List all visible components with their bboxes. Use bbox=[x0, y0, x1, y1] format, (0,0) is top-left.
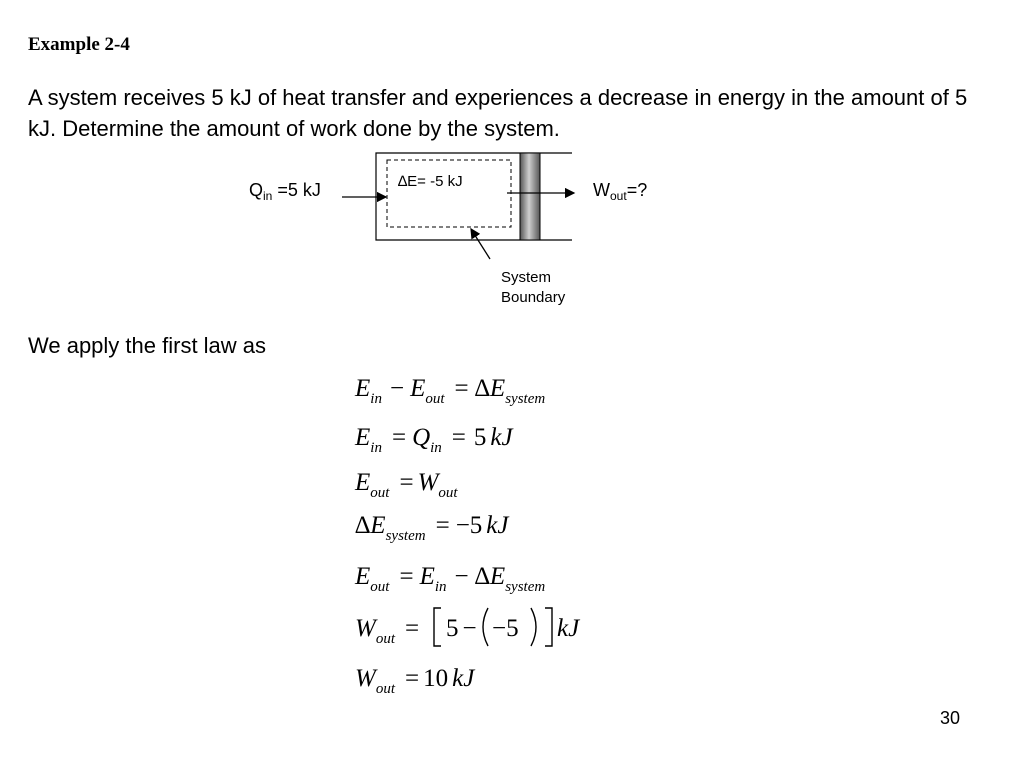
page-number: 30 bbox=[940, 708, 961, 728]
q-value: =5 kJ bbox=[272, 180, 321, 200]
apply-first-law-text: We apply the first law as bbox=[28, 333, 267, 358]
boundary-label-line1: System bbox=[501, 269, 552, 286]
svg-text:−5: −5 bbox=[492, 615, 519, 642]
w-value: =? bbox=[626, 180, 648, 200]
w-sub: out bbox=[610, 189, 627, 203]
svg-text:5−: 5 − bbox=[446, 615, 477, 642]
equation-1 bbox=[354, 375, 545, 407]
problem-statement: A system receives 5 kJ of heat transfer and experiences a decrease in energy in the amount of 5 kJ. Determine the amount of work done by the system. bbox=[28, 85, 968, 141]
svg-text:kJ: kJ bbox=[557, 615, 580, 642]
delta-e-label: ∆E= -5 kJ bbox=[398, 173, 463, 190]
svg-text:Eout=Ein−∆Esystem: Eout = Ein − ∆Esystem bbox=[355, 563, 546, 595]
equation-7 bbox=[355, 665, 476, 697]
w-main: W bbox=[593, 180, 610, 200]
left-bracket bbox=[434, 608, 441, 646]
svg-text:∆Esystem=−5kJ: ∆Esystem = −5 kJ bbox=[355, 512, 509, 544]
left-paren bbox=[483, 608, 488, 646]
equation-6 bbox=[355, 608, 581, 647]
svg-text:Ein=Qin=5kJ: Ein = Qin = 5 kJ bbox=[355, 424, 513, 456]
right-bracket bbox=[545, 608, 552, 646]
q-main: Q bbox=[249, 180, 264, 200]
svg-text:Eout=Wout: Eout = Wout bbox=[355, 469, 458, 501]
equation-5 bbox=[354, 563, 545, 595]
example-heading: Example 2-4 bbox=[28, 34, 130, 55]
svg-text:Wout=: Wout = bbox=[355, 615, 420, 647]
q-sub: in bbox=[263, 189, 273, 203]
boundary-label-line2: Boundary bbox=[501, 289, 566, 306]
right-paren bbox=[531, 608, 536, 646]
svg-text:Ein−Eout=∆Esystem: Ein − Eout = ∆Esystem bbox=[355, 375, 546, 407]
svg-text:Wout=10kJ: Wout = 10 kJ bbox=[355, 665, 475, 697]
equation-4 bbox=[355, 512, 510, 544]
equation-3 bbox=[354, 469, 458, 501]
equation-2 bbox=[354, 424, 515, 456]
